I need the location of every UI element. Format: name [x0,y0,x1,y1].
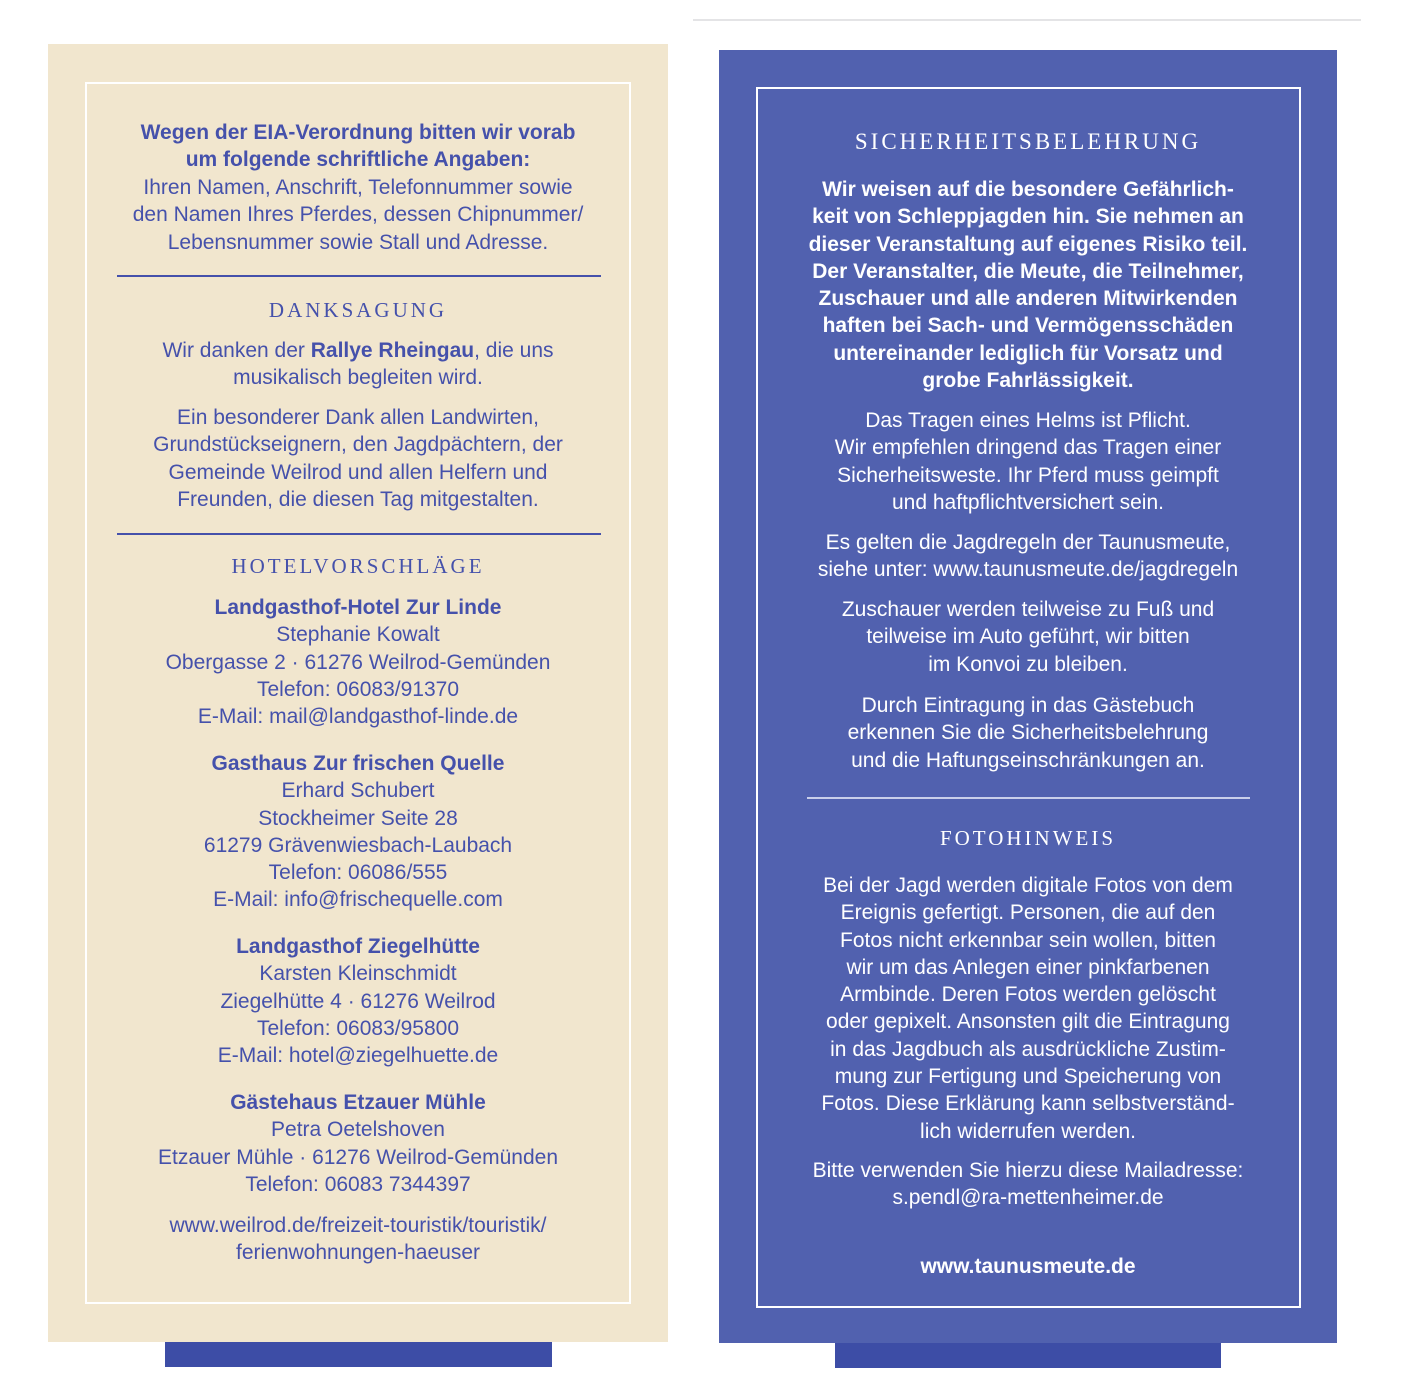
mail-address-link[interactable]: s.pendl@ra-mettenheimer.de [892,1186,1164,1210]
rules-line: Es gelten die Jagdregeln der Taunusmeute, [825,531,1231,554]
mail-notice [719,1157,1337,1212]
section-divider [807,797,1250,799]
section-divider [117,275,601,277]
hotel-address: Ziegelhütte 4 · 61276 Weilrod [220,989,496,1013]
thanks-line: Grundstückseignern, den Jagdpächtern, der [153,433,563,457]
photo-line: lich widerrufen werden. [920,1119,1136,1143]
thanks-line: Gemeinde Weilrod und allen Helfern und [168,460,548,484]
website-link[interactable]: www.taunusmeute.de [920,1255,1136,1278]
eia-intro-heading [48,119,668,174]
intro-line: um folgende schriftliche Angaben: [185,148,531,172]
hotel-entry [48,933,668,1069]
photo-heading: FOTOHINWEIS [939,826,1117,850]
photo-line: wir um das Anlegen einer pinkfarbenen [846,955,1210,979]
helmet-notice [719,407,1337,516]
hotel-contact: Karsten Kleinschmidt [259,962,457,986]
hotel-entry [48,1089,668,1198]
thanks-helpers [48,404,668,513]
hotel-email: E-Mail: info@frischequelle.com [213,888,503,912]
safety-notice [719,176,1337,394]
hotel-phone: Telefon: 06083/91370 [256,677,459,701]
photo-line: Bei der Jagd werden digitale Fotos von dem [823,874,1233,897]
mail-line: Bitte verwenden Sie hierzu diese Mailadresse: [812,1159,1244,1182]
hotel-name: Landgasthof Ziegelhütte [236,935,480,958]
photo-line: Fotos. Diese Erklärung kann selbstverständ- [821,1092,1235,1116]
photo-line: mung zur Fertigung und Speicherung von [834,1065,1222,1089]
thanks-line: Ein besonderer Dank allen Landwirten, [177,406,539,429]
info-card-left [48,44,668,1342]
thanks-text: Wir danken der [162,339,311,362]
intro-line: Lebensnummer sowie Stall und Adresse. [167,230,549,254]
photo-notice [719,872,1337,1145]
safety-line: Wir weisen auf die besondere Gefährlich- [822,178,1234,201]
spectators-notice [719,596,1337,678]
hotel-phone: Telefon: 06086/555 [268,861,448,885]
safety-line: keit von Schleppjagden hin. Sie nehmen an [812,205,1244,229]
spectators-line: im Konvoi zu bleiben. [928,652,1128,676]
hotel-entry [48,750,668,914]
hotel-address: 61279 Grävenwiesbach-Laubach [203,833,513,857]
link-line[interactable]: www.weilrod.de/freizeit-touristik/touristik/ [169,1214,547,1237]
card-tab-left [165,1342,552,1367]
safety-line: haften bei Sach- und Vermögensschäden [822,314,1234,338]
helmet-line: Das Tragen eines Helms ist Pflicht. [865,409,1191,432]
safety-line: dieser Veranstaltung auf eigenes Risiko teil. [808,232,1248,256]
hotel-name: Gasthaus Zur frischen Quelle [211,752,505,775]
helmet-line: Wir empfehlen dringend das Tragen einer [834,436,1222,460]
hotel-contact: Erhard Schubert [281,779,435,803]
thanks-text: , die uns [474,339,554,362]
safety-heading: SICHERHEITSBELEHRUNG [854,129,1202,154]
hotel-name: Gästehaus Etzauer Mühle [230,1091,486,1114]
hotel-email: E-Mail: hotel@ziegelhuette.de [217,1044,499,1068]
intro-line: den Namen Ihres Pferdes, dessen Chipnummer/ [132,203,584,227]
hotel-entry [48,594,668,730]
helmet-line: und haftpflichtversichert sein. [892,490,1164,514]
hotel-contact: Stephanie Kowalt [276,623,440,647]
thanks-line: Freunden, die diesen Tag mitgestalten. [177,487,539,511]
helmet-line: Sicherheitsweste. Ihr Pferd muss geimpft [837,463,1219,487]
spectators-line: Zuschauer werden teilweise zu Fuß und [841,598,1215,621]
hunt-rules-notice [719,529,1337,584]
hotels-heading: HOTELVORSCHLÄGE [231,554,485,578]
section-divider [117,533,601,535]
rules-link[interactable]: siehe unter: www.taunusmeute.de/jagdregeln [817,558,1239,582]
photo-line: Fotos nicht erkennbar sein wollen, bitten [840,928,1216,952]
guestbook-line: Durch Eintragung in das Gästebuch [861,694,1195,717]
photo-line: oder gepixelt. Ansonsten gilt die Eintragung [826,1010,1230,1034]
photo-line: Ereignis gefertigt. Personen, die auf den [840,901,1216,925]
hotel-phone: Telefon: 06083 7344397 [245,1172,471,1196]
hotel-address: Etzauer Mühle · 61276 Weilrod-Gemünden [158,1145,558,1169]
danksagung-heading: DANKSAGUNG [268,298,448,322]
guestbook-line: und die Haftungseinschränkungen an. [851,748,1205,772]
safety-line: untereinander lediglich für Vorsatz und [833,341,1223,365]
spectators-line: teilweise im Auto geführt, wir bitten [866,625,1190,649]
thanks-text: musikalisch begleiten wird. [233,366,483,390]
intro-line: Wegen der EIA-Verordnung bitten wir vorab [140,121,576,144]
safety-line: Der Veranstalter, die Meute, die Teilnehmer, [812,259,1244,283]
guestbook-notice [719,692,1337,774]
guestbook-line: erkennen Sie die Sicherheitsbelehrung [847,721,1209,745]
thanks-rallye [48,337,668,392]
top-divider [693,19,1361,21]
hotel-address: Stockheimer Seite 28 [258,806,458,830]
photo-line: in das Jagdbuch als ausdrückliche Zustim- [830,1037,1226,1061]
photo-line: Armbinde. Deren Fotos werden gelöscht [840,983,1216,1007]
holiday-homes-link[interactable] [48,1212,668,1267]
hotel-contact: Petra Oetelshoven [271,1118,445,1142]
hotel-phone: Telefon: 06083/95800 [256,1016,459,1040]
link-line[interactable]: ferienwohnungen-haeuser [235,1241,480,1265]
safety-line: Zuschauer und alle anderen Mitwirkenden [818,287,1238,311]
hotel-name: Landgasthof-Hotel Zur Linde [214,596,502,619]
safety-line: grobe Fahrlässigkeit. [922,369,1134,393]
intro-line: Ihren Namen, Anschrift, Telefonnummer sowie [143,176,573,199]
info-card-right [719,50,1337,1343]
hotel-email: E-Mail: mail@landgasthof-linde.de [197,705,519,729]
thanks-highlight: Rallye Rheingau [310,339,475,362]
eia-intro-text [48,174,668,256]
hotel-address: Obergasse 2 · 61276 Weilrod-Gemünden [165,650,551,674]
card-tab-right [835,1343,1221,1368]
